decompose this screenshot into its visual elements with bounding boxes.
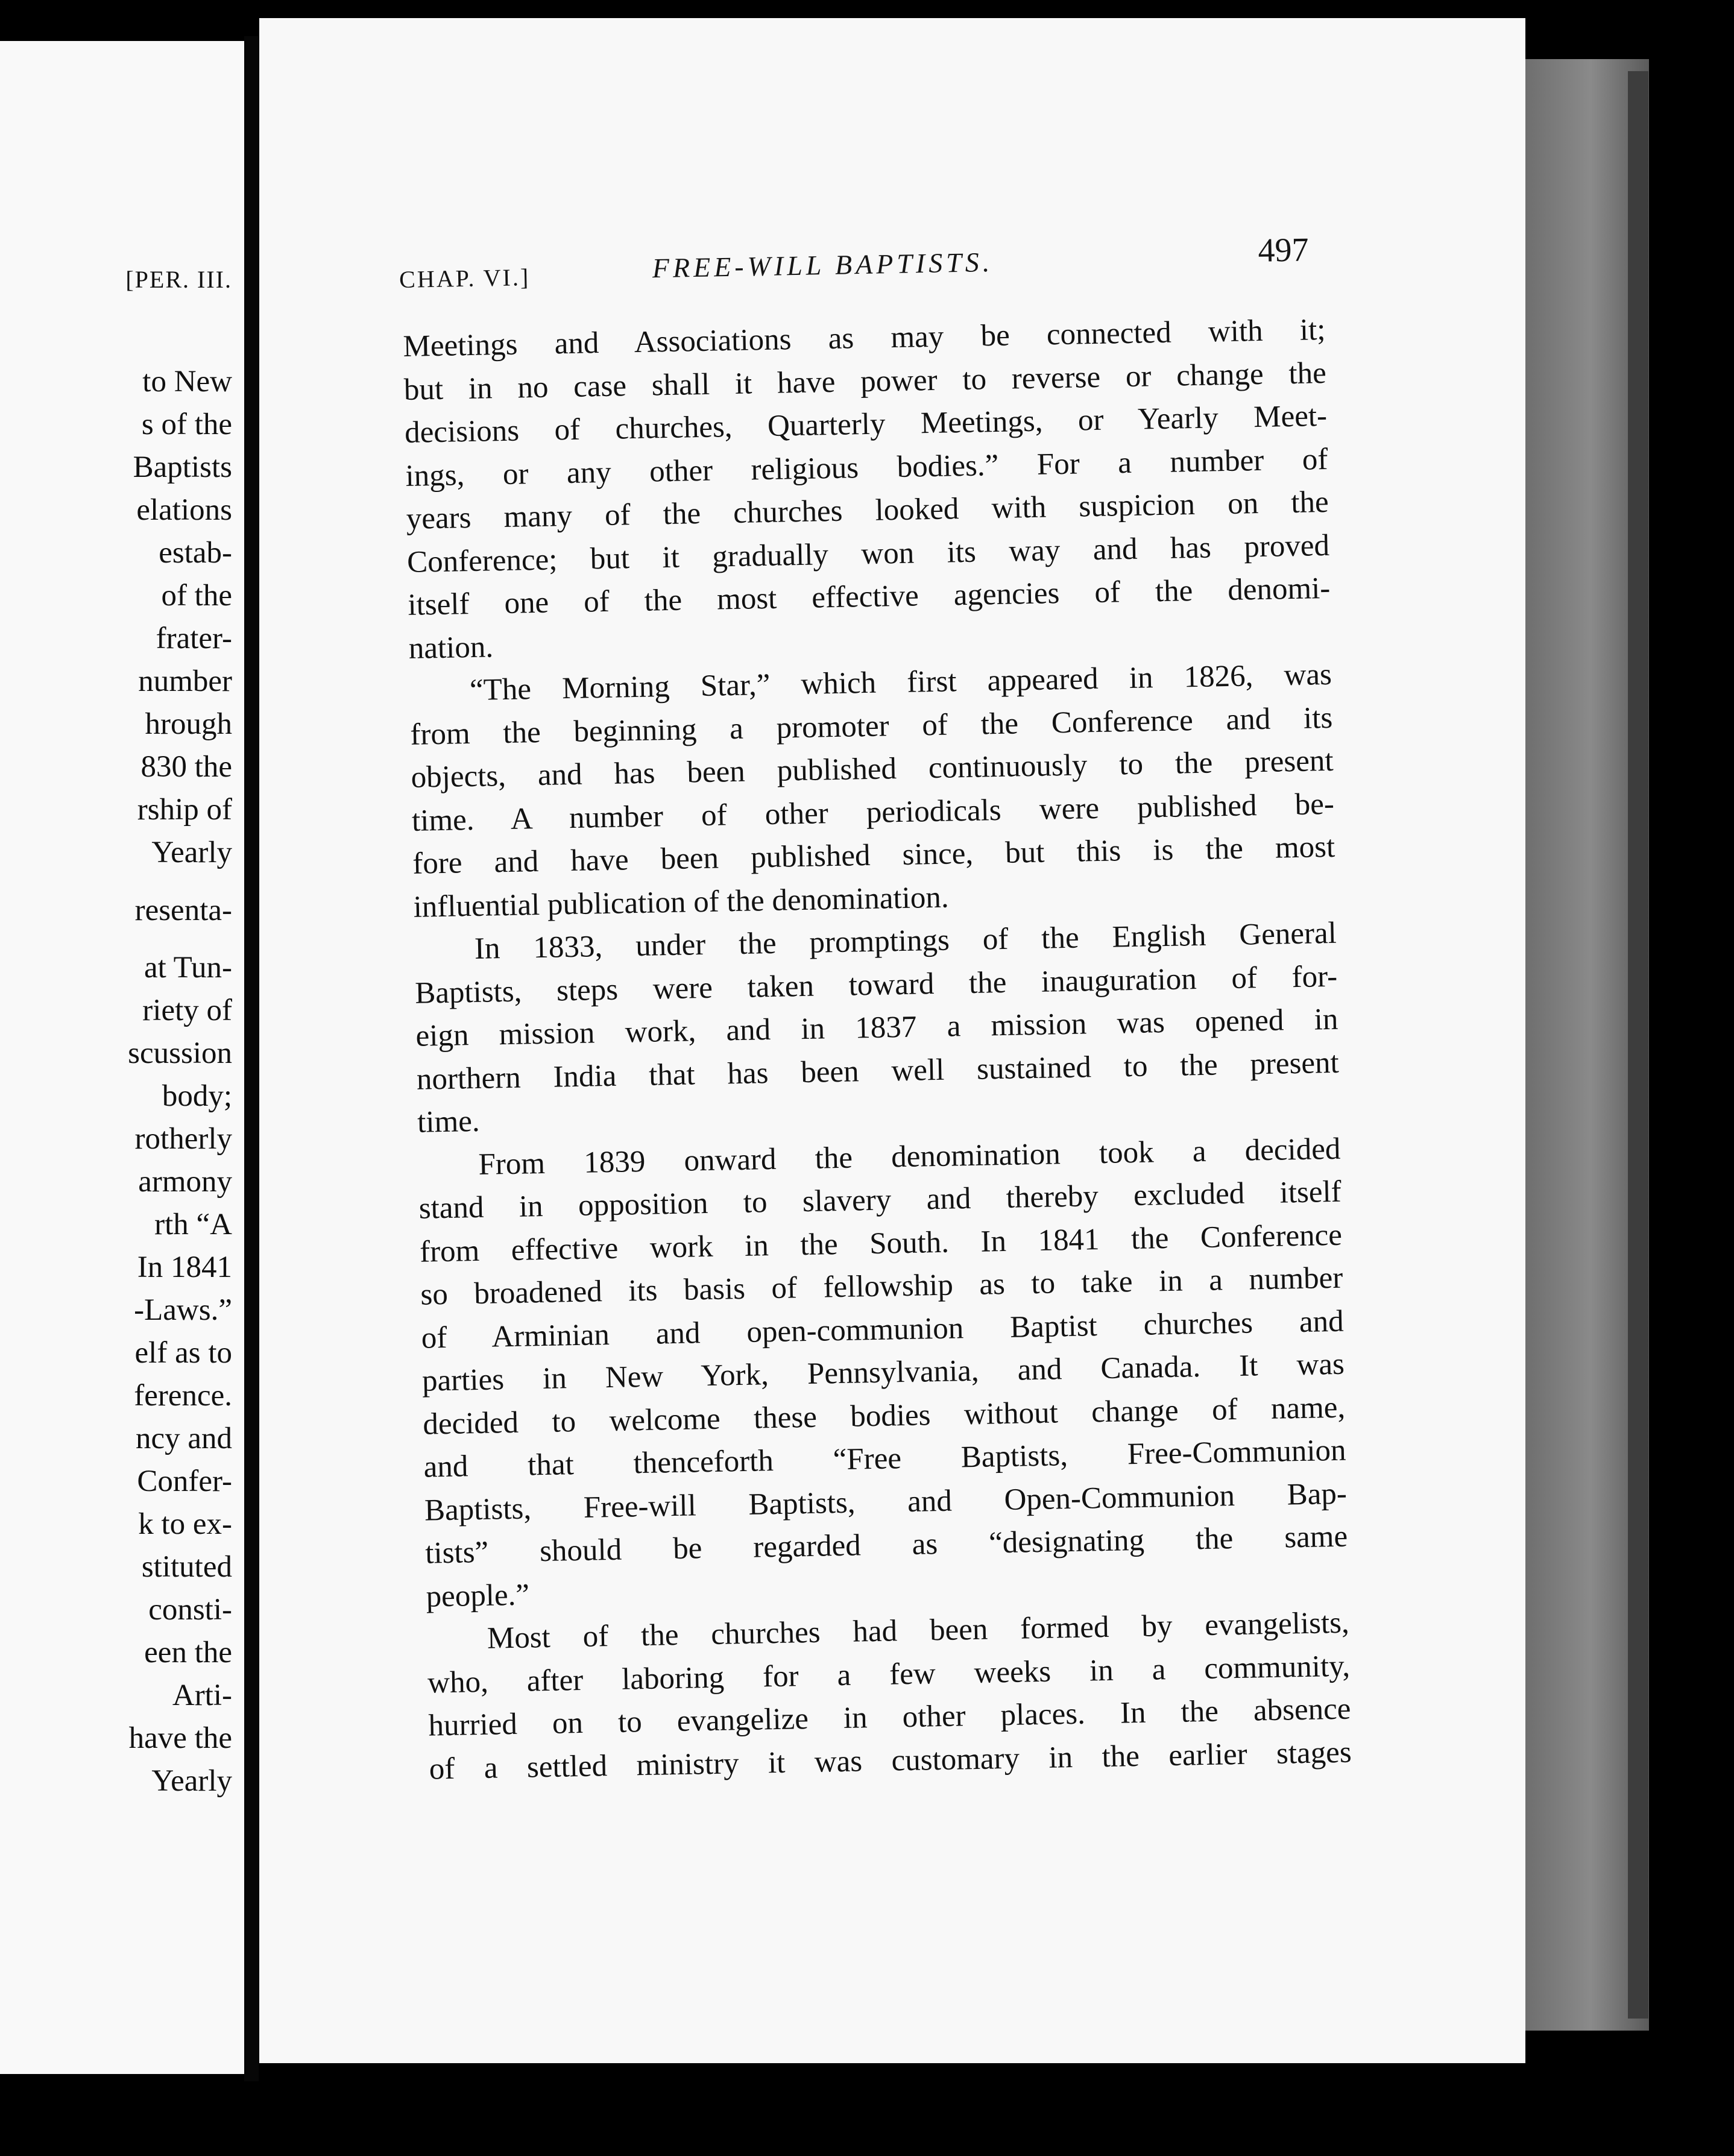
text-line: “The Morning Star,” which first appeared in 1826, was — [469, 657, 1332, 708]
left-page-line: Baptists — [133, 450, 232, 484]
left-page-line: rship of — [137, 793, 232, 827]
text-line: northern India that has been well sustained to the present — [416, 1045, 1340, 1097]
left-page-line: Arti- — [172, 1678, 232, 1712]
text-line: Meetings and Associations as may be connected with it; — [403, 312, 1326, 364]
text-line: stand in opposition to slavery and thereby excluded itself — [418, 1174, 1342, 1226]
text-line: hurried on to evangelize in other places. In the absence — [428, 1692, 1351, 1743]
left-page-line: hrough — [145, 707, 232, 741]
text-line: Baptists, steps were taken toward the inauguration of for- — [414, 959, 1338, 1010]
text-line: of Arminian and open-communion Baptist churches and — [421, 1304, 1345, 1355]
text-line: In 1833, under the promptings of the English General — [474, 916, 1337, 966]
text-line: From 1839 onward the denomination took a decided — [478, 1132, 1341, 1182]
text-line: time. — [417, 1104, 481, 1139]
left-page-line: resenta- — [134, 894, 232, 927]
text-line: tists” should be regarded as “designating the same — [424, 1519, 1348, 1571]
text-line: decisions of churches, Quarterly Meetings, or Yearly Meet- — [404, 399, 1328, 450]
running-title: FREE-WILL BAPTISTS. — [652, 246, 994, 284]
left-page-line: s of the — [141, 408, 232, 441]
left-page-line: at Tun- — [144, 951, 232, 985]
text-line: of a settled ministry it was customary in the earlier stages — [429, 1735, 1352, 1786]
left-page-line: consti- — [148, 1593, 232, 1627]
text-line: eign mission work, and in 1837 a mission was opened in — [415, 1002, 1338, 1053]
left-page-running-head: [PER. III. — [125, 266, 232, 293]
text-line: ings, or any other religious bodies.” For a number of — [405, 442, 1328, 493]
left-page-line: Yearly — [151, 1764, 232, 1798]
text-line: decided to welcome these bodies without change of name, — [422, 1390, 1346, 1442]
left-page-line: een the — [144, 1636, 232, 1669]
text-line: so broadened its basis of fellowship as to take in a number — [420, 1261, 1343, 1312]
book-gutter — [244, 36, 259, 2081]
left-page-line: elations — [136, 493, 232, 527]
left-page — [0, 41, 244, 2074]
book-cover-inner-edge — [1628, 71, 1648, 2019]
paragraph — [409, 654, 1336, 929]
left-page-line: number — [138, 664, 232, 698]
text-line: Most of the churches had been formed by evangelists, — [487, 1606, 1350, 1656]
left-page-line: ncy and — [135, 1422, 232, 1455]
left-page-line: estab- — [159, 536, 232, 570]
left-page-line: Confer- — [137, 1464, 232, 1498]
text-line: itself one of the most effective agencies of the denomi- — [407, 571, 1331, 622]
left-page-line: In 1841 — [137, 1250, 232, 1284]
text-line: people.” — [426, 1578, 530, 1614]
left-page-line: body; — [162, 1079, 232, 1113]
left-page-line: to New — [142, 365, 232, 399]
left-page-text-column — [128, 361, 232, 1803]
left-page-line: elf as to — [134, 1336, 232, 1370]
text-line: fore and have been published since, but this is the most — [412, 830, 1335, 881]
left-page-line: 830 the — [140, 750, 232, 784]
text-line: from the beginning a promoter of the Conference and its — [409, 701, 1333, 752]
text-line: who, after laboring for a few weeks in a community, — [427, 1649, 1351, 1700]
page-number: 497 — [1257, 231, 1310, 270]
left-page-line: -Laws.” — [134, 1293, 232, 1327]
left-page-line: rth “A — [154, 1208, 232, 1241]
left-page-line: stituted — [141, 1550, 232, 1584]
left-page-line: armony — [138, 1165, 232, 1199]
left-page-line: rotherly — [134, 1122, 232, 1156]
text-line: objects, and has been published continuously to the present — [411, 743, 1334, 795]
chapter-label: CHAP. VI.] — [399, 263, 531, 293]
text-line: but in no case shall it have power to reverse or change the — [403, 356, 1327, 407]
left-page-line: riety of — [142, 994, 232, 1027]
running-head — [399, 230, 1328, 301]
paragraph — [414, 912, 1340, 1144]
text-line: from effective work in the South. In 1841 the Conference — [419, 1218, 1343, 1269]
text-line: Conference; but it gradually won its way and has proved — [406, 528, 1330, 579]
text-line: influential publication of the denomination. — [413, 880, 950, 924]
main-page — [259, 18, 1525, 2063]
text-line: and that thenceforth “Free Baptists, Free-Communion — [423, 1433, 1346, 1484]
left-page-line: k to ex- — [138, 1507, 232, 1541]
left-page-line: ference. — [134, 1379, 232, 1413]
paragraph — [403, 309, 1331, 670]
text-line: years many of the churches looked with suspicion on the — [406, 485, 1329, 536]
text-line: Baptists, Free-will Baptists, and Open-Communion Bap- — [424, 1477, 1348, 1528]
body-text — [403, 309, 1352, 1791]
text-line: time. A number of other periodicals were published be- — [411, 787, 1335, 838]
text-line: nation. — [408, 629, 494, 666]
left-page-line: frater- — [156, 622, 232, 655]
paragraph — [418, 1127, 1349, 1618]
left-page-line: have the — [128, 1721, 232, 1755]
paragraph — [426, 1602, 1352, 1791]
text-line: parties in New York, Pennsylvania, and Canada. It was — [421, 1347, 1345, 1398]
left-page-line: Yearly — [151, 836, 232, 869]
left-page-line: scussion — [128, 1036, 232, 1070]
left-page-line: of the — [161, 579, 232, 613]
